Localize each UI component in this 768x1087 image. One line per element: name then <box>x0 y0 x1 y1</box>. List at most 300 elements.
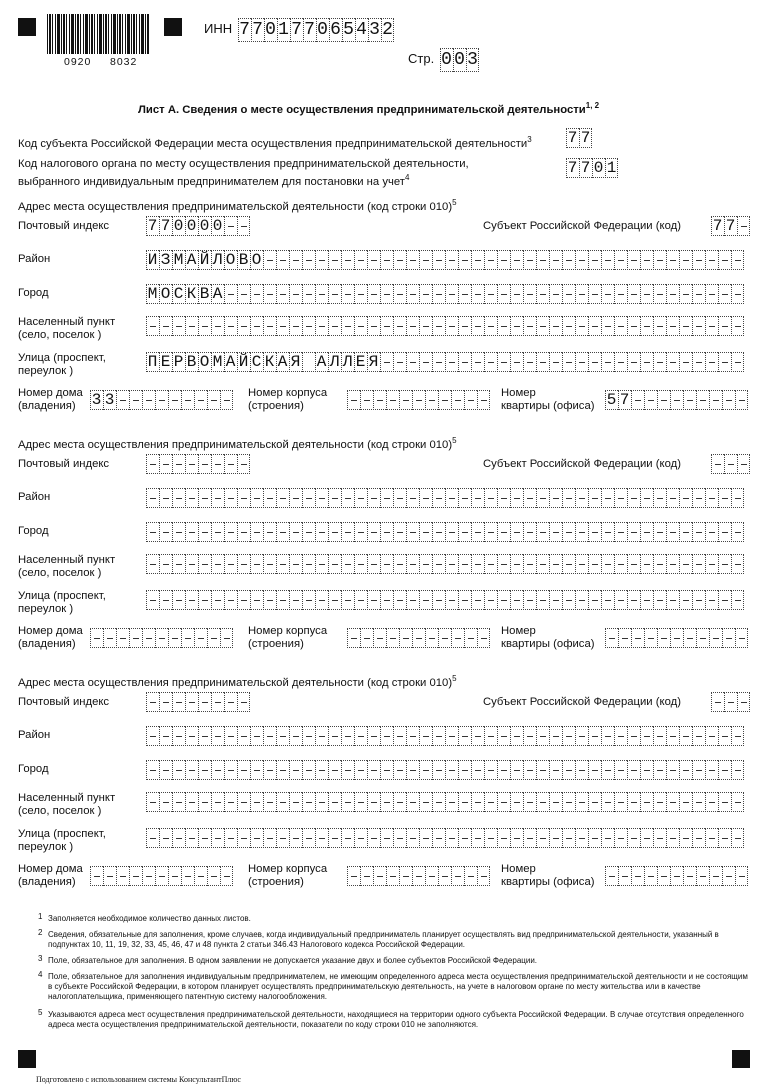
char-cell <box>737 692 750 712</box>
char-cell <box>224 284 237 304</box>
char-cell <box>302 250 315 270</box>
settlement-field-3[interactable] <box>146 792 744 812</box>
page-number-field[interactable] <box>440 48 479 72</box>
char-cell <box>393 250 406 270</box>
apartment-field-2[interactable] <box>605 628 748 648</box>
building-field-3[interactable] <box>347 866 490 886</box>
char-cell: Я <box>290 353 301 371</box>
char-cell <box>562 250 575 270</box>
char-cell <box>155 866 168 886</box>
char-cell <box>419 250 432 270</box>
subject-code-field-2[interactable] <box>711 454 750 474</box>
char-cell <box>523 522 536 542</box>
char-cell <box>168 390 181 410</box>
footnote-1-text: Заполняется необходимое количество данных листов. <box>48 914 251 923</box>
char-cell <box>666 352 679 372</box>
char-cell <box>302 760 315 780</box>
char-cell: 1 <box>606 159 617 177</box>
footnote-5-number: 5 <box>38 1008 43 1017</box>
char-cell <box>181 866 194 886</box>
char-cell <box>211 726 224 746</box>
footnote-3-text: Поле, обязательное для заполнения. В одном заявлении не допускается указание двух и более субъектов Российской Федерации. <box>48 956 538 965</box>
char-cell <box>536 250 549 270</box>
char-cell <box>224 316 237 336</box>
char-cell <box>198 828 211 848</box>
char-cell <box>709 866 722 886</box>
char-cell <box>341 250 354 270</box>
char-cell <box>692 250 705 270</box>
char-cell <box>627 316 640 336</box>
char-cell <box>692 316 705 336</box>
char-cell <box>373 866 386 886</box>
char-cell <box>146 760 159 780</box>
char-cell <box>718 352 731 372</box>
char-cell <box>536 522 549 542</box>
char-cell <box>451 628 464 648</box>
apartment-field-3[interactable] <box>605 866 748 886</box>
char-cell: 0 <box>593 159 604 177</box>
char-cell <box>724 454 737 474</box>
char-cell <box>731 760 744 780</box>
char-cell <box>419 352 432 372</box>
char-cell <box>497 316 510 336</box>
char-cell <box>172 726 185 746</box>
char-cell <box>341 792 354 812</box>
char-cell <box>471 828 484 848</box>
char-cell <box>302 488 315 508</box>
char-cell <box>631 628 644 648</box>
char-cell <box>705 352 718 372</box>
char-cell <box>705 792 718 812</box>
subject-code-field-3[interactable] <box>711 692 750 712</box>
char-cell: 3 <box>104 391 115 409</box>
street-label: Улица (проспект, переулок ) <box>18 590 106 615</box>
char-cell: 0 <box>441 50 452 70</box>
char-cell <box>601 250 614 270</box>
char-cell <box>341 726 354 746</box>
char-cell <box>380 828 393 848</box>
street-field-2[interactable] <box>146 590 744 610</box>
char-cell <box>315 554 328 574</box>
char-cell <box>354 760 367 780</box>
char-cell <box>614 590 627 610</box>
char-cell <box>142 628 155 648</box>
char-cell <box>263 488 276 508</box>
char-cell <box>341 590 354 610</box>
char-cell <box>224 488 237 508</box>
char-cell <box>709 390 722 410</box>
char-cell <box>146 590 159 610</box>
char-cell: Е <box>355 353 366 371</box>
char-cell <box>263 590 276 610</box>
char-cell <box>250 488 263 508</box>
char-cell <box>185 760 198 780</box>
char-cell <box>438 628 451 648</box>
subject-code-label: Субъект Российской Федерации (код) <box>483 458 681 470</box>
char-cell <box>90 866 103 886</box>
settlement-field-2[interactable] <box>146 554 744 574</box>
char-cell <box>198 692 211 712</box>
char-cell <box>718 488 731 508</box>
char-cell <box>601 726 614 746</box>
char-cell <box>276 554 289 574</box>
char-cell <box>360 390 373 410</box>
char-cell <box>666 284 679 304</box>
char-cell <box>289 590 302 610</box>
char-cell <box>510 250 523 270</box>
apartment-label: Номер квартиры (офиса) <box>501 625 595 650</box>
barcode-number-left: 0920 <box>64 56 92 68</box>
region-code-label: Код субъекта Российской Федерации места осуществления предпринимательской деятельности$^3$ <box>18 135 532 150</box>
char-cell <box>523 726 536 746</box>
char-cell <box>159 488 172 508</box>
char-cell <box>159 590 172 610</box>
char-cell <box>588 590 601 610</box>
char-cell <box>302 590 315 610</box>
char-cell <box>614 352 627 372</box>
char-cell <box>302 554 315 574</box>
char-cell <box>181 628 194 648</box>
char-cell <box>432 316 445 336</box>
char-cell <box>224 792 237 812</box>
char-cell: А <box>316 353 327 371</box>
char-cell <box>484 554 497 574</box>
char-cell <box>549 726 562 746</box>
corner-marker-bottom-left <box>18 1050 36 1068</box>
char-cell <box>666 792 679 812</box>
char-cell <box>367 726 380 746</box>
house-label: Номер дома (владения) <box>18 387 83 412</box>
char-cell <box>185 692 198 712</box>
char-cell <box>549 590 562 610</box>
char-cell <box>640 828 653 848</box>
char-cell <box>224 522 237 542</box>
char-cell <box>194 866 207 886</box>
char-cell <box>146 554 159 574</box>
char-cell <box>510 554 523 574</box>
char-cell <box>627 488 640 508</box>
char-cell <box>644 866 657 886</box>
subject-code-field-1[interactable] <box>711 216 750 236</box>
char-cell: В <box>199 285 210 303</box>
char-cell <box>627 590 640 610</box>
char-cell <box>484 316 497 336</box>
char-cell <box>653 488 666 508</box>
char-cell <box>399 390 412 410</box>
char-cell: В <box>186 353 197 371</box>
char-cell <box>731 522 744 542</box>
char-cell <box>562 554 575 574</box>
char-cell <box>263 284 276 304</box>
char-cell <box>735 390 748 410</box>
char-cell <box>451 866 464 886</box>
corner-marker-top-left <box>18 18 36 36</box>
char-cell <box>705 284 718 304</box>
char-cell <box>360 628 373 648</box>
char-cell <box>224 590 237 610</box>
char-cell <box>601 554 614 574</box>
char-cell <box>536 352 549 372</box>
apartment-field-1[interactable] <box>605 390 748 410</box>
char-cell <box>367 284 380 304</box>
char-cell <box>601 522 614 542</box>
char-cell <box>419 828 432 848</box>
inn-label: ИНН <box>204 21 233 36</box>
char-cell: 3 <box>467 50 478 70</box>
char-cell <box>575 250 588 270</box>
postal-code-label: Почтовый индекс <box>18 696 110 708</box>
house-label: Номер дома (владения) <box>18 625 83 650</box>
char-cell <box>614 284 627 304</box>
char-cell <box>289 828 302 848</box>
char-cell <box>718 726 731 746</box>
char-cell <box>354 554 367 574</box>
char-cell <box>276 760 289 780</box>
char-cell <box>289 316 302 336</box>
char-cell <box>657 866 670 886</box>
char-cell <box>393 828 406 848</box>
char-cell <box>302 352 315 372</box>
char-cell <box>224 692 237 712</box>
char-cell <box>237 454 250 474</box>
char-cell <box>445 488 458 508</box>
char-cell <box>705 590 718 610</box>
char-cell: 4 <box>356 20 367 40</box>
char-cell <box>263 760 276 780</box>
char-cell <box>419 488 432 508</box>
char-cell <box>458 250 471 270</box>
char-cell <box>627 554 640 574</box>
char-cell <box>354 522 367 542</box>
char-cell <box>614 726 627 746</box>
char-cell <box>399 628 412 648</box>
char-cell <box>393 726 406 746</box>
char-cell <box>276 792 289 812</box>
house-field-1[interactable] <box>90 390 233 410</box>
char-cell <box>159 760 172 780</box>
char-cell <box>692 522 705 542</box>
char-cell <box>341 284 354 304</box>
char-cell <box>666 590 679 610</box>
char-cell <box>185 590 198 610</box>
building-field-1[interactable] <box>347 390 490 410</box>
char-cell <box>683 390 696 410</box>
street-field-1[interactable] <box>146 352 744 372</box>
char-cell <box>497 554 510 574</box>
char-cell <box>237 284 250 304</box>
char-cell <box>601 760 614 780</box>
char-cell <box>692 792 705 812</box>
char-cell <box>653 250 666 270</box>
char-cell <box>451 390 464 410</box>
city-field-2[interactable] <box>146 522 744 542</box>
char-cell <box>696 628 709 648</box>
char-cell <box>220 628 233 648</box>
char-cell <box>458 760 471 780</box>
char-cell <box>328 828 341 848</box>
char-cell <box>484 250 497 270</box>
char-cell <box>419 590 432 610</box>
char-cell <box>640 316 653 336</box>
char-cell: 0 <box>317 20 328 40</box>
char-cell <box>601 792 614 812</box>
char-cell: К <box>264 353 275 371</box>
char-cell <box>341 828 354 848</box>
street-label: Улица (проспект, переулок ) <box>18 352 106 377</box>
char-cell <box>185 828 198 848</box>
char-cell <box>237 792 250 812</box>
postal-code-label: Почтовый индекс <box>18 220 110 232</box>
settlement-label: Населенный пункт (село, поселок ) <box>18 792 116 817</box>
char-cell <box>412 390 425 410</box>
char-cell <box>724 692 737 712</box>
char-cell <box>731 554 744 574</box>
district-field-1[interactable] <box>146 250 744 270</box>
char-cell: 7 <box>304 20 315 40</box>
char-cell <box>575 488 588 508</box>
tax-office-code-field[interactable] <box>566 158 618 178</box>
settlement-field-1[interactable] <box>146 316 744 336</box>
char-cell <box>146 792 159 812</box>
char-cell <box>614 792 627 812</box>
char-cell <box>640 352 653 372</box>
postal-code-field-2[interactable] <box>146 454 250 474</box>
char-cell <box>354 828 367 848</box>
char-cell <box>250 522 263 542</box>
char-cell <box>679 352 692 372</box>
char-cell <box>497 284 510 304</box>
house-field-3[interactable] <box>90 866 233 886</box>
char-cell <box>185 488 198 508</box>
city-field-3[interactable] <box>146 760 744 780</box>
char-cell <box>185 554 198 574</box>
char-cell <box>406 284 419 304</box>
char-cell <box>718 828 731 848</box>
char-cell <box>497 352 510 372</box>
char-cell <box>731 250 744 270</box>
char-cell <box>159 316 172 336</box>
char-cell <box>263 554 276 574</box>
char-cell <box>445 316 458 336</box>
char-cell <box>412 628 425 648</box>
char-cell <box>458 792 471 812</box>
char-cell <box>458 590 471 610</box>
district-field-2[interactable] <box>146 488 744 508</box>
postal-code-field-1[interactable] <box>146 216 250 236</box>
house-field-2[interactable] <box>90 628 233 648</box>
char-cell <box>627 828 640 848</box>
char-cell <box>471 554 484 574</box>
footnote-1-number: 1 <box>38 912 43 921</box>
char-cell <box>172 554 185 574</box>
char-cell <box>536 554 549 574</box>
char-cell: И <box>147 251 158 269</box>
char-cell <box>315 590 328 610</box>
char-cell <box>263 316 276 336</box>
char-cell <box>250 284 263 304</box>
char-cell <box>471 250 484 270</box>
char-cell <box>731 284 744 304</box>
char-cell <box>575 590 588 610</box>
char-cell <box>562 590 575 610</box>
city-label: Город <box>18 287 49 299</box>
char-cell <box>354 792 367 812</box>
char-cell <box>731 792 744 812</box>
char-cell <box>445 352 458 372</box>
region-code-field[interactable] <box>566 128 592 148</box>
char-cell <box>380 488 393 508</box>
char-cell <box>211 522 224 542</box>
char-cell <box>406 792 419 812</box>
char-cell <box>653 522 666 542</box>
char-cell <box>705 760 718 780</box>
char-cell <box>510 760 523 780</box>
char-cell <box>263 250 276 270</box>
char-cell <box>302 284 315 304</box>
char-cell <box>601 316 614 336</box>
apartment-label: Номер квартиры (офиса) <box>501 863 595 888</box>
street-field-3[interactable] <box>146 828 744 848</box>
char-cell: 7 <box>580 159 591 177</box>
char-cell <box>510 828 523 848</box>
char-cell <box>497 726 510 746</box>
char-cell <box>588 726 601 746</box>
char-cell <box>393 792 406 812</box>
char-cell <box>692 488 705 508</box>
char-cell <box>627 522 640 542</box>
char-cell: 7 <box>252 20 263 40</box>
building-field-2[interactable] <box>347 628 490 648</box>
char-cell <box>347 866 360 886</box>
char-cell: Е <box>160 353 171 371</box>
postal-code-field-3[interactable] <box>146 692 250 712</box>
postal-code-label: Почтовый индекс <box>18 458 110 470</box>
char-cell <box>458 554 471 574</box>
char-cell <box>155 390 168 410</box>
char-cell <box>679 488 692 508</box>
char-cell <box>419 316 432 336</box>
char-cell <box>380 316 393 336</box>
char-cell <box>471 284 484 304</box>
char-cell <box>172 488 185 508</box>
char-cell <box>224 554 237 574</box>
city-field-1[interactable] <box>146 284 744 304</box>
char-cell: М <box>147 285 158 303</box>
char-cell <box>679 590 692 610</box>
char-cell <box>432 284 445 304</box>
char-cell <box>406 554 419 574</box>
footnote-4-text: Поле, обязательное для заполнения индивидуальным предпринимателем, не имеющим определенного адреса места осуществления предпринимательской деятельности и не состоящим в субъекте Российской Федерации, в котором планирует осуществлять предпринимательскую деятельность, на учете в налоговом органе по месту жительства или в качестве налогоплательщика, применяющего патентную систему налогообложения. <box>48 972 748 1001</box>
char-cell <box>705 316 718 336</box>
char-cell <box>549 250 562 270</box>
char-cell <box>731 828 744 848</box>
district-field-3[interactable] <box>146 726 744 746</box>
char-cell <box>562 316 575 336</box>
inn-field[interactable] <box>238 18 394 42</box>
char-cell <box>315 250 328 270</box>
char-cell <box>315 284 328 304</box>
char-cell: 0 <box>199 217 210 235</box>
char-cell <box>711 692 724 712</box>
char-cell <box>644 628 657 648</box>
char-cell <box>666 250 679 270</box>
char-cell <box>276 828 289 848</box>
char-cell <box>666 488 679 508</box>
char-cell <box>237 522 250 542</box>
char-cell: 0 <box>454 50 465 70</box>
char-cell <box>640 488 653 508</box>
char-cell <box>406 590 419 610</box>
